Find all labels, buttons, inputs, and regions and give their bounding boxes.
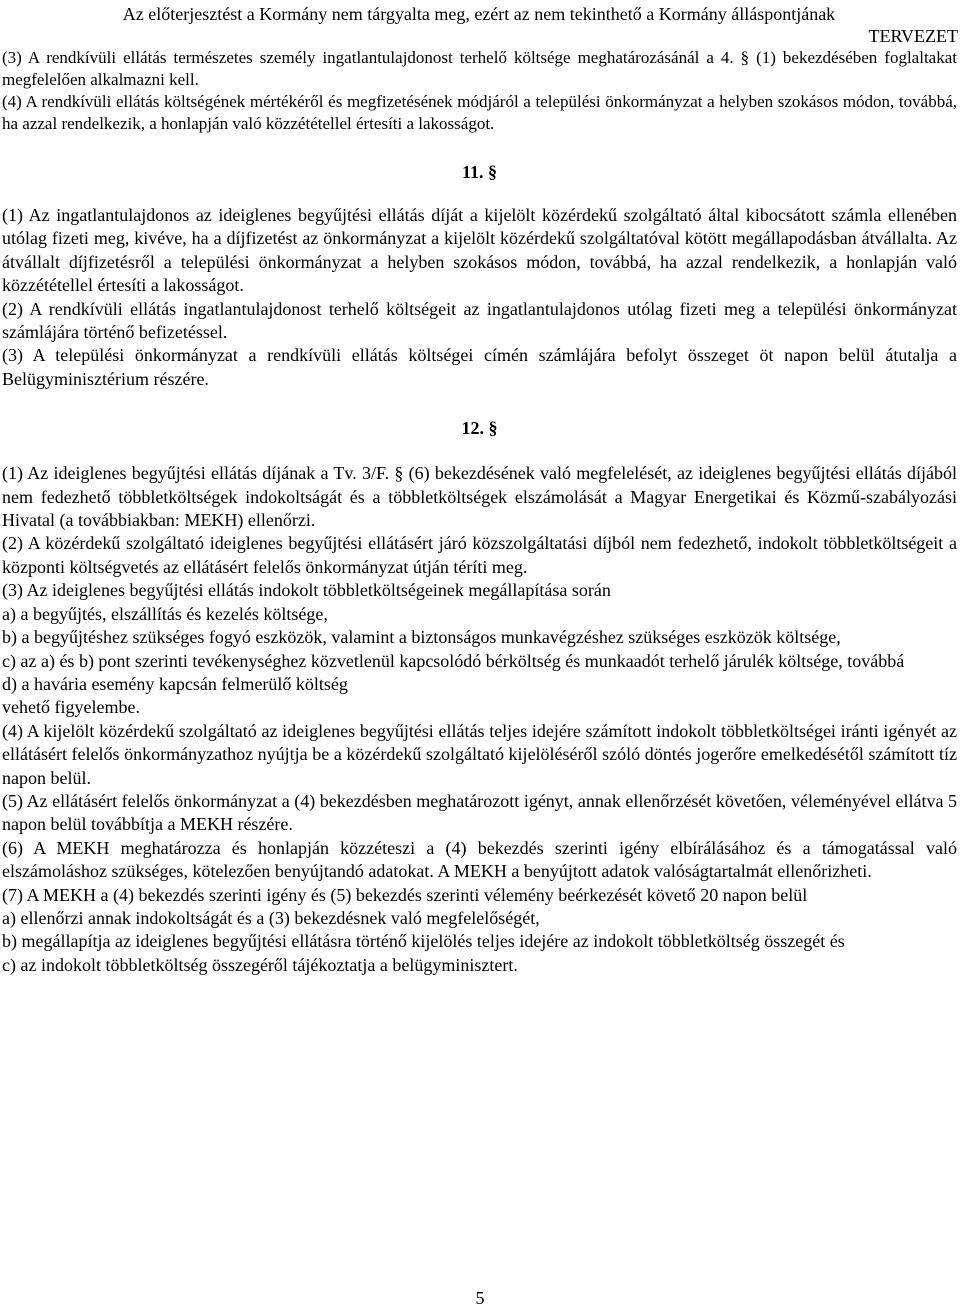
list-item: a) ellenőrzi annak indokoltságát és a (3) bekezdésnek való megfelelőségét, <box>2 907 540 928</box>
paragraph: (2) A közérdekű szolgáltató ideiglenes begyűjtési ellátásért járó közszolgáltatási díjból nem fedezhető, indokolt többletköltségeit a központi költségvetés az ellátásért felelős önkormányzat útján téríti meg. <box>2 533 957 577</box>
paragraph: (2) A rendkívüli ellátás ingatlantulajdonost terhelő költségeit az ingatlantulajdonos utólag fizeti meg a települési önkormányzat számlájára történő befizetéssel. <box>2 298 957 343</box>
list-item: a) a begyűjtés, elszállítás és kezelés költsége, <box>2 603 328 624</box>
paragraph: (4) A rendkívüli ellátás költségének mértékéről és megfizetésének módjáról a települési önkormányzat a helyben szokásos módon, továbbá, ha azzal rendelkezik, a honlapján való közzététellel értesíti a lakosságot. <box>2 92 957 133</box>
list-item: b) megállapítja az ideiglenes begyűjtési ellátásra történő kijelölés teljes idejére az indokolt többletköltség összegét és <box>2 931 845 952</box>
paragraph: (5) Az ellátásért felelős önkormányzat a (4) bekezdésben meghatározott igényt, annak ellenőrzését követően, véleményével ellátva 5 napon belül továbbítja a MEKH részére. <box>2 790 957 835</box>
list-item: b) a begyűjtéshez szükséges fogyó eszközök, valamint a biztonságos munkavégzéshez szükséges eszközök költsége, <box>2 627 841 648</box>
paragraph: vehető figyelembe. <box>2 697 140 718</box>
list-item: d) a havária esemény kapcsán felmerülő költség <box>2 673 348 694</box>
document-body <box>2 47 957 977</box>
paragraph: (3) A települési önkormányzat a rendkívüli ellátás költségei címén számlájára befolyt összeget öt napon belül átutalja a Belügyminisztérium részére. <box>2 345 957 389</box>
paragraph: (4) A kijelölt közérdekű szolgáltató az ideiglenes begyűjtési ellátás teljes idejére számított indokolt többletköltségei iránti igényét az ellátásért felelős önkormányzathoz nyújtja be a közérdekű szolgáltató kijelöléséről szóló döntés jogerőre emelkedésétől számított tíz napon belül. <box>2 720 957 788</box>
list-item: c) az indokolt többletköltség összegéről tájékoztatja a belügyminisztert. <box>2 954 518 975</box>
draft-label: TERVEZET <box>868 26 958 46</box>
section-heading-12: 12. § <box>461 418 498 439</box>
paragraph: (7) A MEKH a (4) bekezdés szerinti igény és (5) bekezdés szerinti vélemény beérkezését követő 20 napon belül <box>2 884 808 905</box>
paragraph: (3) A rendkívüli ellátás természetes személy ingatlantulajdonost terhelő költsége meghatározásánál a 4. § (1) bekezdésében foglaltakat megfelelően alkalmazni kell. <box>2 48 957 89</box>
draft-notice: Az előterjesztést a Kormány nem tárgyalta meg, ezért az nem tekinthető a Kormány álláspontjának <box>122 4 836 24</box>
section-heading-11: 11. § <box>461 162 497 182</box>
paragraph: (6) A MEKH meghatározza és honlapján közzéteszi a (4) bekezdés szerinti igény elbírálásához és a támogatással való elszámoláshoz szükséges, kötelezően benyújtandó adatokat. A MEKH a benyújtott adatok valóságtartalmát ellenőrizheti. <box>2 837 957 882</box>
page-number: 5 <box>475 1288 485 1308</box>
paragraph: (3) Az ideiglenes begyűjtési ellátás indokolt többletköltségeinek megállapítása során <box>2 580 611 601</box>
paragraph: (1) Az ingatlantulajdonos az ideiglenes begyűjtési ellátás díját a kijelölt közérdekű szolgáltató által kibocsátott számla ellenében utólag fizeti meg, kivéve, ha a díjfizetést az önkormányzat a kijelölt közérdekű szolgáltatóval kötött megállapodásban átvállalta. Az átvállalt díjfizetésről a települési önkormányzat a helyben szokásos módon, továbbá, ha azzal rendelkezik, a honlapján való közzététellel értesíti a lakosságot. <box>2 205 957 296</box>
list-item: c) az a) és b) pont szerinti tevékenységhez közvetlenül kapcsolódó bérköltség és munkaadót terhelő járulék költsége, továbbá <box>2 650 905 671</box>
paragraph: (1) Az ideiglenes begyűjtési ellátás díjának a Tv. 3/F. § (6) bekezdésének való megfelelését, az ideiglenes begyűjtési ellátás díjából nem fedezhető többletköltségek indokoltságát és a többletköltségek elszámolását a Magyar Energetikai és Közmű-szabályozási Hivatal (a továbbiakban: MEKH) ellenőrzi. <box>2 463 957 531</box>
